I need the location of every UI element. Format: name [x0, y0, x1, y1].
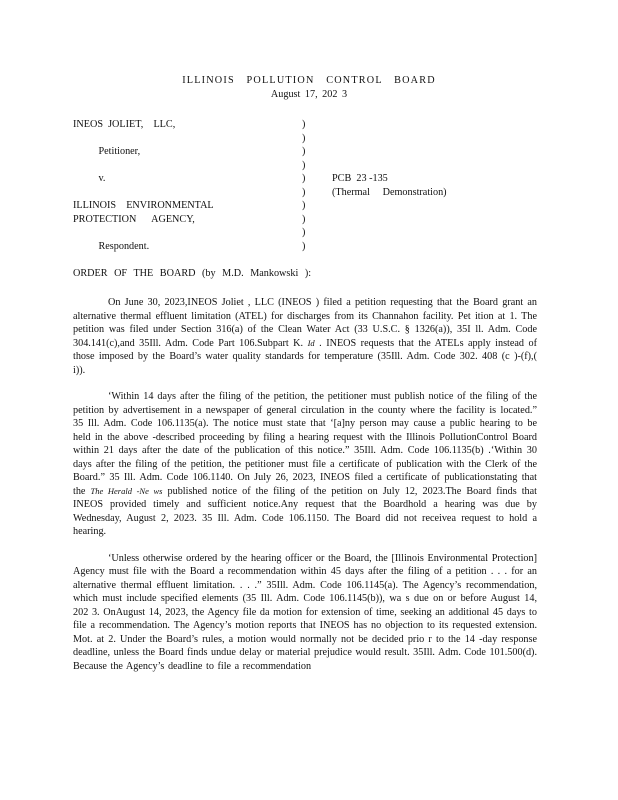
caption-paren: ): [302, 240, 306, 252]
body-paragraph: [73, 390, 537, 539]
caption-line: v.: [73, 173, 106, 184]
caption-paren: ): [302, 186, 306, 198]
caption-line: [73, 159, 303, 173]
board-title: ILLINOIS POLLUTION CONTROL BOARD: [182, 75, 436, 86]
caption-line: ILLINOIS ENVIRONMENTAL: [73, 200, 214, 211]
paragraph-text: . INEOS requests that the ATELs apply instead of those imposed by the Board’s water quality standards for temperature (35Ill. Adm. Code 302. 408 (c )-(f),( i)).: [73, 337, 537, 376]
caption-line: [73, 186, 303, 200]
order-heading: ORDER OF THE BOARD (by M.D. Mankowski ):: [73, 268, 312, 279]
caption-paren: ): [302, 173, 306, 184]
paragraph-text: ‘Unless otherwise ordered by the hearing officer or the Board, the [Illinois Environmental Protection] Agency must file with the Board a recommendation within 45 days after the filing of a petition . . . for an alternative thermal effluent limitation. . . .” 35Ill. Adm. Code 106.1145(a). The Agency’s recommendation, which must include specified elements (35 Ill. Adm. Code 106.1145(b)), wa s due on or before August 14, 202 3. OnAugust 14, 2023, the Agency file da motion for extension of time, seeking an additional 45 days to file a recommendation. The Agency’s motion reports that INEOS has no objection to its requested extension. Mot. at 2. Under the Board’s rules, a motion would normally not be decided prio r to the 14 -day response deadline, unless the Board finds undue delay or material prejudice would result. 35Ill. Adm. Code 101.500(d). Because the Agency’s deadline to file a recommendation: [73, 552, 537, 672]
paragraph-text: ‘Within 14 days after the filing of the petition, the petitioner must publish notice of the filing of the petition by advertisement in a newspaper of general circulation in the county where the facility is located.” 35 Ill. Adm. Code 106.1135(a). The notice must state that ‘[a]ny person may cause a public hearing to be held in the above -described proceeding by filing a hearing request with the Illinois PollutionControl Board within 21 days after the date of the publication of this notice.” 35Ill. Adm. Code 106.1135(b) .‘Within 30 days after the filing of the petition, the petitioner must file a certificate of publication with the Clerk of the Board.” 35 Ill. Adm. Code 106.1140. On July 26, 2023, INEOS filed a certificate of publicationstating that the: [73, 391, 537, 497]
body-paragraph: [73, 296, 537, 377]
caption-paren: ): [302, 119, 306, 130]
order-body: [73, 296, 537, 686]
caption-line: Respondent.: [73, 240, 150, 252]
order-date: August 17, 202 3: [270, 88, 348, 100]
caption-paren: ): [302, 213, 306, 225]
paragraph-text: On June 30, 2023,INEOS Joliet , LLC (INEOS ) filed a petition requesting that the Board grant an alternative thermal effluent limitation (ATEL) for discharges from its Channahon facility. Pet ition at 1. The petition was filed under Section 316(a) of the Clean Water Act (33 U.S.C. § 1326(a)), 35I ll. Adm. Code 304.141(c),and 35Ill. Adm. Code Part 106.Subpart K.: [73, 297, 537, 349]
body-paragraph: [73, 552, 537, 674]
caption-line: [73, 226, 303, 240]
document-header: [0, 74, 618, 101]
caption-line: INEOS JOLIET, LLC,: [73, 119, 176, 130]
caption-paren: ): [302, 159, 306, 171]
case-number: PCB 23 -135: [332, 173, 388, 184]
caption-paren: ): [302, 227, 306, 238]
case-type: (Thermal Demonstration): [332, 186, 447, 198]
caption-paren: ): [302, 200, 306, 211]
italic-citation: Id: [307, 337, 315, 348]
italic-citation: The Herald -Ne ws: [90, 485, 163, 496]
caption-parties: [73, 118, 303, 253]
caption-line: PROTECTION AGENCY,: [73, 213, 195, 225]
caption-parentheses: [302, 118, 312, 253]
caption-paren: ): [302, 132, 306, 144]
caption-case-info: [332, 172, 532, 199]
caption-line: Petitioner,: [73, 146, 141, 157]
caption-line: [73, 132, 303, 146]
case-caption: [73, 118, 553, 258]
caption-paren: ): [302, 146, 306, 157]
paragraph-text: published notice of the filing of the petition on July 12, 2023.The Board finds that INEOS provided timely and sufficient notice.Any request that the Boardhold a hearing was due by Wednesday, August 2, 2023. 35 Ill. Adm. Code 106.1150. The Board did not receivea request to hold a hearing.: [73, 485, 537, 537]
